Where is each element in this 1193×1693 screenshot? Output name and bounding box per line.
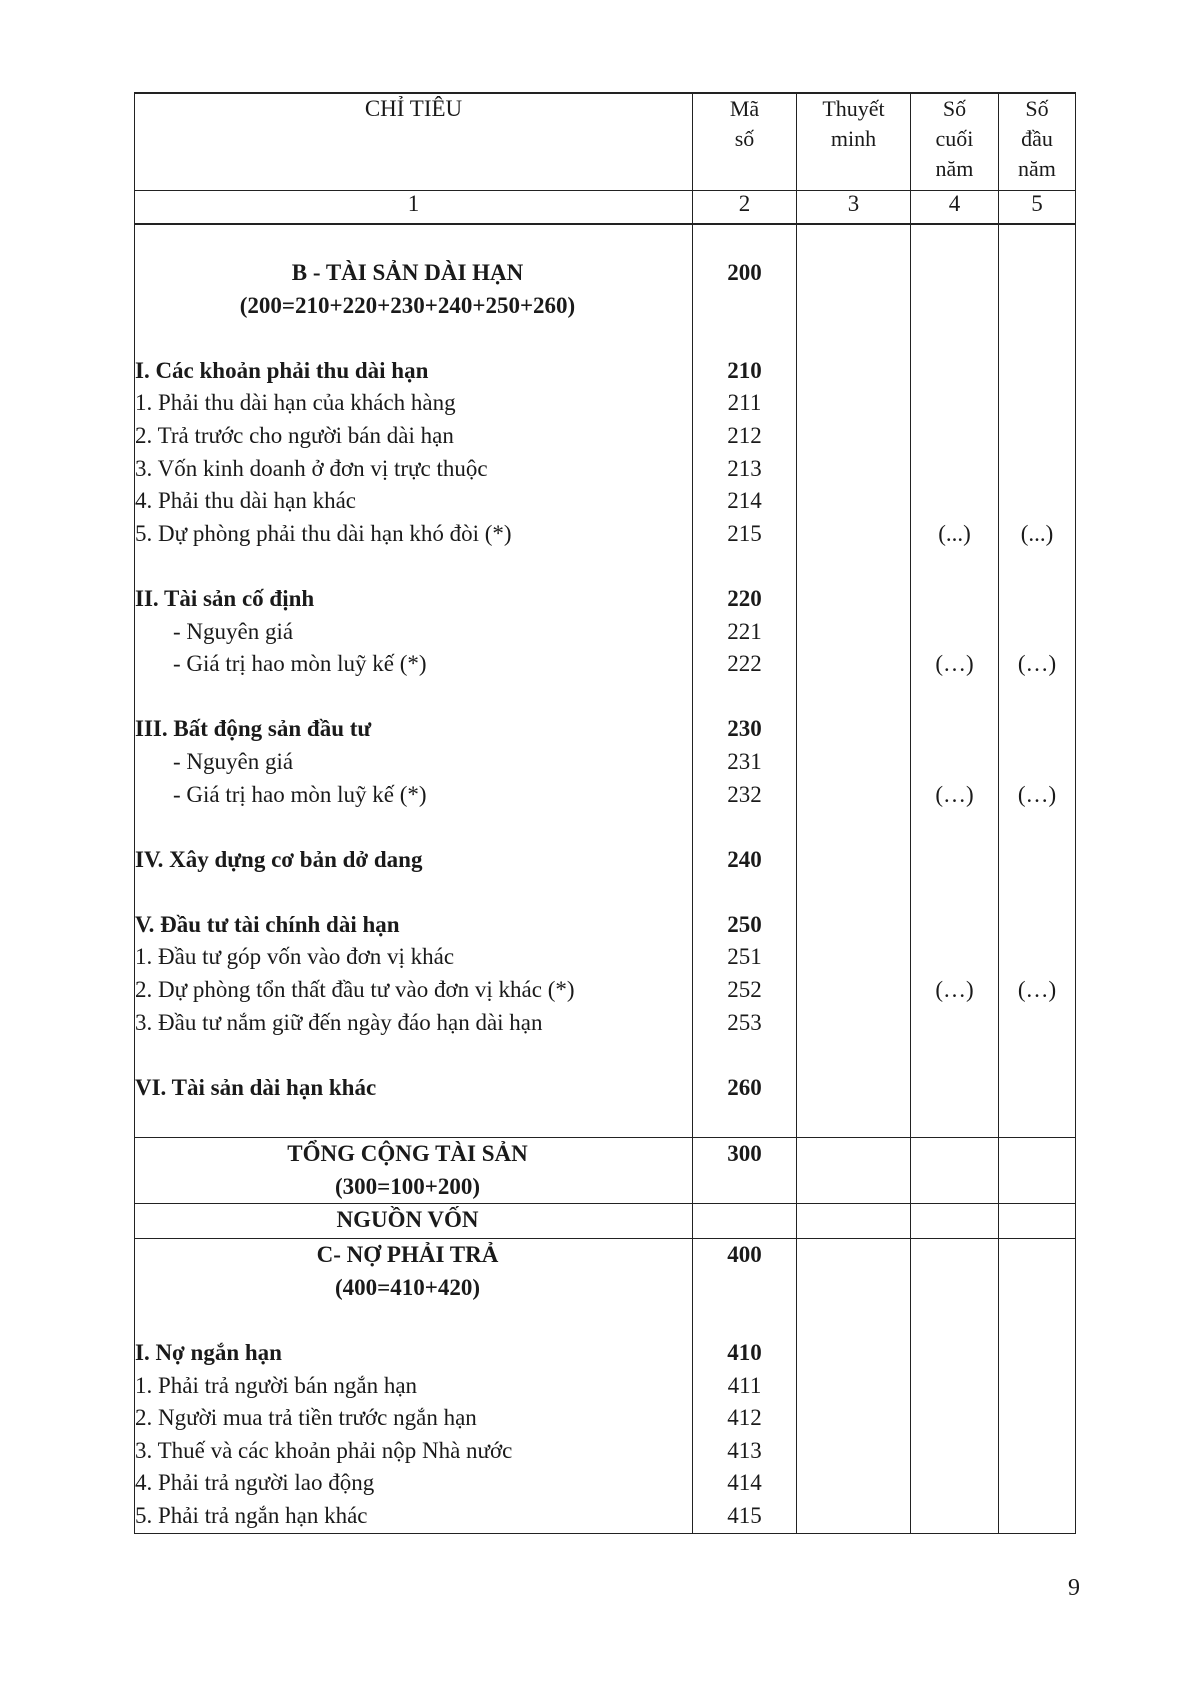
section-c-liabilities	[135, 1239, 1076, 1533]
header-row	[135, 93, 1076, 191]
line-item-code: 212	[727, 422, 762, 448]
line-item-code: 222	[727, 651, 762, 677]
line-item-label: 5. Dự phòng phải thu dài hạn khó đòi (*)	[135, 520, 512, 546]
line-item-label: V. Đầu tư tài chính dài hạn	[135, 911, 400, 937]
line-item-code: 260	[727, 1074, 762, 1100]
col-number: 2	[693, 191, 797, 225]
line-item-code: 413	[727, 1437, 762, 1463]
section-c-labels	[135, 1239, 693, 1533]
line-item-label: I. Nợ ngắn hạn	[135, 1340, 282, 1365]
section-b-codes	[693, 224, 797, 1138]
begin-year-value: (…)	[1017, 977, 1057, 1003]
column-number-row	[135, 191, 1076, 225]
nguon-von-row	[135, 1204, 1076, 1239]
end-year-value: (…)	[935, 781, 974, 807]
line-item-code: 215	[727, 520, 762, 546]
line-item-code: 221	[727, 618, 762, 644]
line-item-label: III. Bất động sản đầu tư	[135, 716, 372, 742]
line-item-label: - Nguyên giá	[173, 618, 294, 644]
end-year-value: (...)	[938, 520, 971, 546]
page-number: 9	[1068, 1575, 1080, 1601]
section-b-begin-year	[999, 224, 1076, 1138]
col-number: 4	[911, 191, 999, 225]
line-item-code: 410	[727, 1340, 762, 1365]
line-item-code: 411	[727, 1372, 762, 1398]
line-item-label: 2. Trả trước cho người bán dài hạn	[135, 422, 454, 448]
col-number: 1	[135, 191, 693, 225]
begin-year-value: (...)	[1020, 520, 1054, 546]
line-item-label: - Nguyên giá	[173, 748, 294, 774]
section-b-title: B - TÀI SẢN DÀI HẠN	[291, 260, 524, 285]
line-item-code: 240	[727, 846, 762, 872]
line-item-label: 3. Đầu tư nắm giữ đến ngày đáo hạn dài hạn	[135, 1009, 543, 1035]
line-item-label: IV. Xây dựng cơ bản dở dang	[135, 846, 423, 872]
section-b-end-year	[911, 224, 999, 1138]
header-chi-tieu: CHỈ TIÊU	[135, 93, 693, 191]
section-c-code: 400	[727, 1242, 762, 1268]
line-item-code: 210	[727, 357, 762, 383]
line-item-label: 1. Đầu tư góp vốn vào đơn vị khác	[135, 944, 455, 970]
section-b-labels	[135, 224, 693, 1138]
line-item-code: 415	[727, 1502, 762, 1528]
header-thuyet-minh: Thuyết minh	[797, 93, 911, 191]
col-number: 3	[797, 191, 911, 225]
section-b-code: 200	[727, 260, 762, 285]
line-item-label: 2. Người mua trả tiền trước ngắn hạn	[135, 1405, 477, 1431]
line-item-code: 232	[727, 781, 762, 807]
section-b-formula: (200=210+220+230+240+250+260)	[239, 292, 576, 318]
col-number: 5	[999, 191, 1076, 225]
line-item-code: 252	[727, 977, 762, 1003]
header-ma-so: Mã số	[693, 93, 797, 191]
line-item-code: 220	[727, 585, 762, 611]
line-item-label: I. Các khoản phải thu dài hạn	[135, 357, 429, 383]
line-item-code: 231	[727, 748, 762, 774]
nguon-von-title: NGUỒN VỐN	[336, 1207, 479, 1233]
header-so-dau-nam: Số đầu năm	[999, 93, 1076, 191]
line-item-label: 5. Phải trả ngắn hạn khác	[135, 1502, 368, 1528]
end-year-value: (…)	[935, 651, 974, 677]
line-item-label: 1. Phải trả người bán ngắn hạn	[135, 1372, 418, 1398]
line-item-label: 3. Vốn kinh doanh ở đơn vị trực thuộc	[135, 455, 488, 481]
section-b-long-term-assets	[135, 224, 1076, 1138]
total-assets-row	[135, 1138, 1076, 1204]
line-item-code: 211	[727, 390, 762, 416]
begin-year-value: (…)	[1017, 781, 1057, 807]
line-item-label: 1. Phải thu dài hạn của khách hàng	[135, 390, 456, 416]
line-item-code: 412	[727, 1405, 762, 1431]
end-year-value: (…)	[935, 977, 974, 1003]
total-assets-code: 300	[727, 1141, 762, 1167]
line-item-label: VI. Tài sản dài hạn khác	[135, 1074, 377, 1100]
section-c-title: C- NỢ PHẢI TRẢ	[316, 1242, 499, 1268]
line-item-label: 4. Phải thu dài hạn khác	[135, 488, 357, 514]
line-item-label: 2. Dự phòng tổn thất đầu tư vào đơn vị khác (*)	[135, 977, 575, 1003]
section-c-codes	[693, 1239, 797, 1533]
line-item-code: 230	[727, 716, 762, 742]
total-assets-title: TỔNG CỘNG TÀI SẢN	[287, 1141, 528, 1167]
section-c-formula: (400=410+420)	[334, 1274, 481, 1300]
line-item-code: 213	[727, 455, 762, 481]
line-item-label: 4. Phải trả người lao động	[135, 1470, 375, 1496]
section-b-notes	[797, 224, 911, 1138]
line-item-label: II. Tài sản cố định	[135, 585, 315, 611]
line-item-code: 214	[727, 488, 762, 514]
balance-sheet-table	[134, 92, 1076, 1534]
line-item-label: - Giá trị hao mòn luỹ kế (*)	[173, 781, 427, 807]
begin-year-value: (…)	[1017, 651, 1057, 677]
line-item-label: - Giá trị hao mòn luỹ kế (*)	[173, 651, 427, 677]
total-assets-formula: (300=100+200)	[334, 1173, 481, 1199]
line-item-code: 414	[727, 1470, 762, 1496]
line-item-code: 253	[727, 1009, 762, 1035]
line-item-code: 250	[727, 911, 762, 937]
header-so-cuoi-nam: Số cuối năm	[911, 93, 999, 191]
line-item-code: 251	[727, 944, 762, 970]
line-item-label: 3. Thuế và các khoản phải nộp Nhà nước	[135, 1437, 513, 1463]
